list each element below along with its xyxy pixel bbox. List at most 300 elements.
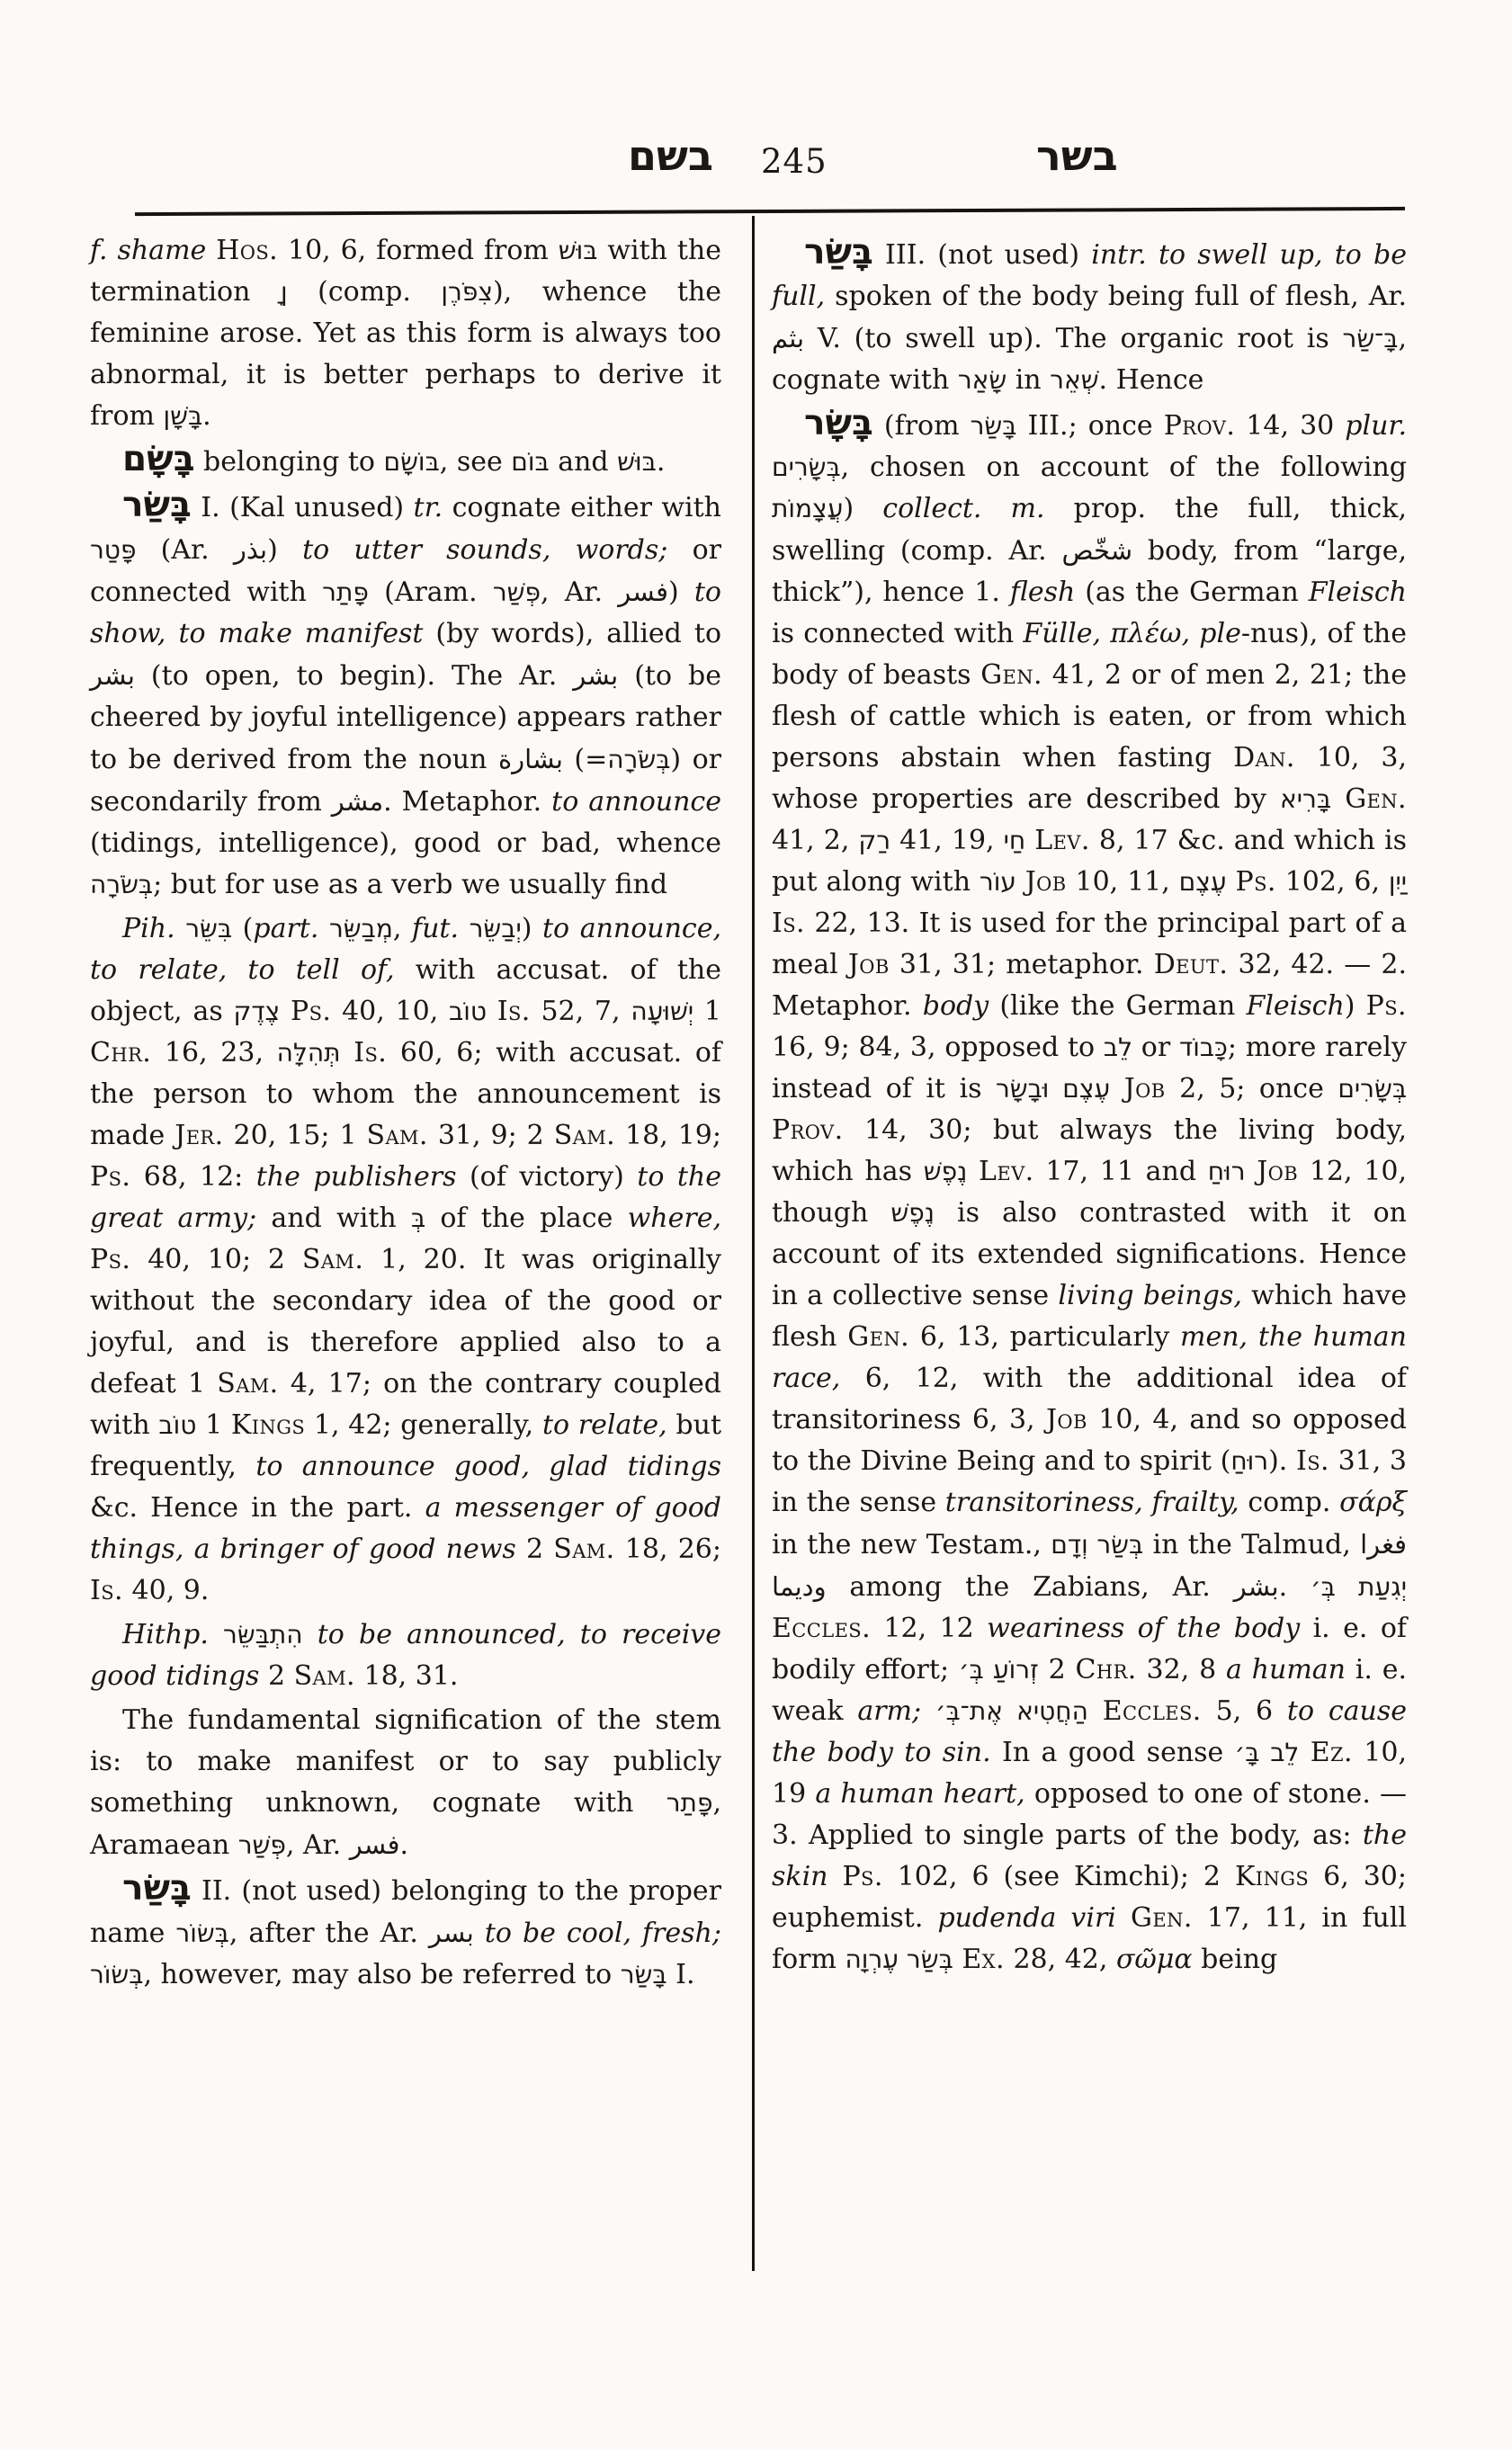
text-segment: , chosen on account of the following [840,452,1407,483]
hebrew-word: בּוּשׁ [558,236,598,265]
text-segment [967,1156,979,1187]
text-segment [828,1861,843,1892]
text-segment: 10, 3, whose properties are described by [772,742,1407,815]
text-segment: 18, 19; [615,1120,721,1151]
italic-text: part. [253,913,319,944]
arabic-word: بسر [428,1918,474,1948]
scripture-reference: Gen. [980,659,1042,691]
text-segment [303,1619,318,1650]
arabic-word: بذر [233,534,268,565]
text-segment: (= [562,744,608,775]
text-segment: (like the German [989,990,1247,1022]
hebrew-word: יְבַשֵּׂר [469,914,522,943]
italic-text: the skin [772,1820,1407,1892]
arabic-word: بشر [573,660,619,691]
text-segment: 17, 11, in full form [772,1902,1407,1975]
scripture-reference: Ps. [90,1161,131,1193]
text-segment: 22, 13. It is used for the principal part of a meal [772,908,1407,980]
scripture-reference: Ps. [1235,866,1276,898]
italic-text: tr. [413,492,443,523]
text-segment: 31, 3 in the sense [772,1445,1408,1518]
hebrew-word: עוֹר [979,867,1016,897]
text-segment: In a good sense [990,1737,1235,1768]
text-segment [1101,618,1110,649]
italic-text: Fülle, [1023,618,1101,649]
hebrew-word: כָּבוֹד [1178,1033,1228,1062]
hebrew-word: בְּשֹׂרָה [607,745,671,774]
hebrew-word: בְּשׂוֹר [90,1960,144,1990]
arabic-word: فسر [618,577,668,607]
text-paragraph [90,1614,721,1697]
text-segment: in the new Testam., [772,1529,1051,1560]
scripture-reference: Deut. [1153,949,1229,980]
italic-text: collect. m. [882,493,1045,524]
hebrew-word: צֶדֶק [233,997,281,1026]
hebrew-word: נֶפֶשׁ [923,1157,968,1186]
page-header [0,0,1512,209]
text-segment: -nus), of the body of beasts [772,618,1407,691]
text-segment: ; but for use as a verb we usually find [153,869,668,900]
text-segment [1110,1073,1123,1104]
scripture-reference: Is. [353,1037,388,1069]
text-segment [175,913,186,944]
text-segment: III. (not used) [872,239,1092,271]
italic-text: a messenger of good things, a bringer of good news [90,1492,721,1565]
hebrew-word: רַק [858,826,891,855]
hebrew-word: ןָ [280,277,288,307]
italic-text: intr. to swell up, to be full, [772,239,1407,312]
text-segment: ) [843,493,883,524]
hebrew-word: בּוּשׁ [617,447,657,477]
text-segment: 18, 26; [614,1533,721,1565]
scripture-reference: Eccles. [1102,1695,1202,1727]
text-segment: ) [521,913,542,944]
text-segment: (by words), allied to [423,618,721,649]
text-segment: III.; once [1016,410,1164,442]
text-segment: 1, 42; generally, [305,1409,542,1441]
hebrew-headword: בָּשָׂם [122,439,195,479]
hebrew-word: תְּהִלָּה [276,1038,341,1068]
hebrew-word: פָּטַר [90,535,137,565]
text-segment: (to be cheered by joyful intelligence) appears rather to be derived from the noun [90,660,721,775]
italic-text: to the great army; [90,1161,721,1234]
text-segment [474,1918,485,1949]
scripture-reference: Prov. [1163,410,1236,442]
italic-text: Fleisch [1246,990,1345,1022]
text-segment: 41, 2 or of men 2, 21; the flesh of cattle which is eaten, or from which persons abstain when fasting [772,659,1407,773]
scripture-reference: Sam. [366,1120,428,1151]
text-segment: in the Talmud, [1143,1529,1361,1560]
guide-word-left: בשם [628,131,713,180]
scripture-reference: Chr. [1075,1654,1137,1685]
italic-text: Fleisch [1308,577,1407,608]
hebrew-word: בְּ [410,1203,426,1233]
hebrew-word: בּוֹשָׂם [383,447,440,477]
text-segment: 2 [515,1533,554,1565]
text-segment: or connected with [90,534,721,608]
hebrew-word: בִּשֵּׂר [185,914,233,943]
text-segment: comp. [1239,1487,1340,1518]
hebrew-word: בְּשָׂרִים [1338,1074,1407,1104]
text-segment: or [1132,1032,1179,1063]
italic-text: Pih. [122,913,175,944]
hebrew-word: שְׁאֵר [1050,365,1099,395]
text-segment: 1 [196,1409,231,1441]
text-segment: . Hence [1098,364,1204,396]
italic-text: ple [1199,618,1241,649]
text-segment [280,996,291,1027]
text-segment [206,235,216,266]
text-segment [921,1695,935,1727]
text-segment: I. [667,1959,695,1990]
text-segment: , however, may also be referred to [143,1959,621,1990]
text-segment: 4, 17; on the contrary coupled with [90,1368,721,1441]
page-number: 245 [761,142,828,181]
italic-text: to utter sounds, words; [302,534,668,566]
scripture-reference: Is. [497,996,531,1027]
italic-text: to cause the body to sin. [772,1695,1407,1768]
text-segment: 10, 11, [1066,866,1179,898]
text-segment: 102, 6 (see Kimchi); 2 [882,1861,1235,1892]
hebrew-word: עֶצֶם [1178,867,1227,897]
hebrew-word: חַי [1003,826,1026,855]
scripture-reference: Job [1257,1156,1299,1187]
text-segment: 41, 19, [890,825,1004,856]
text-segment [487,996,497,1027]
arabic-word: مشر [331,786,384,817]
text-segment: is connected with [772,618,1024,649]
hebrew-headword: בָּשַׂר [804,232,873,273]
scripture-reference: Hos. [216,235,279,266]
text-segment: ( [232,913,254,944]
greek-word: πλέω, [1110,618,1191,649]
arabic-word: بشر [90,660,135,691]
scripture-reference: Gen. [1130,1902,1193,1934]
hebrew-headword: בָּשַׂר [122,485,192,525]
text-segment: and [549,446,618,478]
hebrew-word: יַיִן [1388,867,1407,897]
italic-text: living beings, [1058,1280,1242,1311]
greek-word: σῶμα [1115,1944,1193,1975]
text-segment: ) [267,534,303,566]
scripture-reference: Dan. [1233,742,1295,773]
hebrew-word: בָּשָׁן [163,401,203,431]
text-segment: , see [439,446,512,478]
text-segment: 5, 6 [1201,1695,1287,1727]
italic-text: to be cool, fresh; [484,1918,721,1949]
scripture-reference: Sam. [553,1533,615,1565]
italic-text: to show, to make manifest [90,577,721,649]
hebrew-word: פְּשַׁר [492,577,541,607]
text-paragraph [90,1700,721,1866]
arabic-word: بشارة [497,744,563,774]
text-segment: , cognate with [772,323,1407,396]
hebrew-word: בְּשַׂר עֶרְוָה [845,1945,953,1974]
text-segment: The fundamental signification of the stem is: to make manifest or to say publicly something unknown, cognate with [90,1704,721,1819]
text-segment: 32, 42. — 2. Metaphor. [772,949,1408,1022]
arabic-word: فسر [349,1829,400,1860]
text-segment [1246,1156,1257,1187]
scripture-reference: Job [1123,1073,1166,1104]
scripture-reference: Gen. [1345,783,1407,815]
text-segment: ), whence the feminine arose. Yet as this form is always too abnormal, it is better perhaps to derive it from [90,276,722,432]
text-segment [1331,783,1345,815]
text-segment: 40, 9. [122,1575,210,1606]
text-segment: with the termination [90,235,721,308]
scripture-reference: Ez. [1310,1737,1353,1768]
scripture-reference: Lev. [1034,825,1090,856]
text-segment: spoken of the body being full of flesh, Ar. [825,281,1407,312]
hebrew-word: בָּשַׂר [620,1960,667,1990]
scripture-reference: Sam. [301,1244,364,1275]
hebrew-word: צִפֹּרֶן [441,277,493,307]
hebrew-word: לֵב [1103,1033,1132,1062]
text-segment: ) [1344,990,1366,1022]
text-segment: 68, 12: [130,1161,256,1193]
text-segment: 2 [1038,1654,1076,1685]
scripture-reference: Is. [90,1575,123,1606]
text-paragraph [90,230,721,437]
italic-text: a human [1225,1654,1346,1685]
guide-word-right: בשר [1036,131,1118,180]
hebrew-word: בְּשׂוֹר [175,1918,229,1948]
scripture-reference: Ex. [962,1944,1005,1975]
text-segment [953,1944,962,1975]
text-segment: in [1007,364,1051,396]
italic-text: arm; [857,1695,922,1727]
italic-text: to be announced, to receive good tidings [90,1619,721,1692]
text-segment: 32, 8 [1136,1654,1226,1685]
text-segment: 10, 19 [772,1737,1408,1810]
text-segment: 16, 9; 84, 3, opposed to [772,1032,1104,1063]
text-segment: 52, 7, [530,996,631,1027]
left-column [90,230,721,1998]
hebrew-word: פָּתַר [322,577,369,607]
text-segment: 40, 10, [331,996,449,1027]
italic-text: pudenda viri [937,1902,1116,1934]
scripture-reference: Sam. [217,1368,279,1399]
greek-word: σάρξ [1339,1487,1408,1518]
text-segment: (Ar. [136,534,234,566]
text-segment: 16, 23, [151,1037,277,1069]
arabic-word: فغرا وديما [772,1529,1407,1602]
hebrew-word: בָּרִיא [1280,784,1332,814]
scripture-reference: Kings [230,1409,306,1441]
text-segment: 17, 11 and [1033,1156,1208,1187]
text-segment [1088,1695,1103,1727]
scripture-reference: Ps. [842,1861,883,1892]
text-segment: of the place [425,1203,628,1234]
italic-text: to announce, to relate, to tell of, [90,913,722,986]
arabic-word: شخّص [1061,535,1133,566]
hebrew-word: עֶצֶם וּבָשָׂר [995,1074,1111,1104]
text-segment: (of victory) [456,1161,638,1193]
scripture-reference: Job [847,949,890,980]
text-segment: (tidings, intelligence), good or bad, whence [90,827,721,859]
hebrew-word: רוּחַ [1207,1157,1246,1186]
text-segment [1299,1737,1310,1768]
text-segment: ; more rarely instead of it is [772,1032,1407,1104]
text-segment: 31, 31; metaphor. [889,949,1154,980]
scripture-reference: Sam. [553,1120,616,1151]
text-segment: i. e. of bodily effort; [772,1613,1407,1685]
dictionary-entry-paragraph [90,487,721,906]
hebrew-word: זְרוֹעַ בְּ׳ [958,1655,1039,1685]
scripture-reference: Jer. [174,1120,224,1151]
text-segment [459,913,470,944]
text-segment: 6, 12, with the additional idea of transitoriness 6, 3, [772,1363,1407,1435]
dictionary-entry-paragraph [90,439,721,483]
text-segment: 2, 5; once [1165,1073,1338,1104]
text-segment: opposed to one of stone. — 3. Applied to single parts of the body, as: [772,1778,1407,1851]
text-segment: 14, 30 [1235,410,1346,442]
text-segment [1025,825,1034,856]
scripture-reference: Lev. [979,1156,1034,1187]
right-column [772,230,1407,1983]
scripture-reference: Is. [1295,1445,1329,1477]
text-segment: 40, 10; 2 [130,1244,302,1275]
text-segment: 102, 6, [1275,866,1389,898]
hebrew-word: בְּשָׂרִים [772,452,841,482]
italic-text: a human heart, [815,1778,1025,1810]
italic-text: fut. [411,913,460,944]
text-segment: 41, 2, [772,825,859,856]
italic-text: where, [627,1203,721,1234]
text-segment: 2 [259,1660,294,1692]
hebrew-word: בָּשַׂר [970,411,1017,441]
scripture-reference: Ps. [291,996,332,1027]
dictionary-entry-paragraph [772,232,1407,401]
text-segment: 20, 15; 1 [223,1120,367,1151]
text-segment [1016,866,1025,898]
text-segment: 12, 10, though [772,1156,1407,1229]
hebrew-word: לֵב בָּ׳ [1234,1738,1300,1767]
text-segment: 31, 9; 2 [427,1120,554,1151]
hebrew-word: הִתְבַּשֵּׂר [223,1620,303,1650]
italic-text: to announce good, glad tidings [255,1451,721,1482]
text-segment: 12, 12 [871,1613,988,1644]
scripture-reference: Ps. [1365,990,1407,1022]
text-segment: . [202,400,211,432]
hebrew-word: הַחֲטִיא אֶת־בְּ׳ [935,1696,1088,1726]
text-segment: , after the Ar. [228,1918,429,1949]
text-segment: ). [1268,1445,1296,1477]
hebrew-word: פְּשַׁר [237,1830,286,1860]
text-segment [209,1619,223,1650]
text-segment: 1 [693,996,721,1027]
text-segment: and with [256,1203,411,1234]
text-segment: , Ar. [285,1829,350,1861]
text-segment: ) [667,577,694,608]
text-segment: 10, 6, formed from [278,235,559,266]
hebrew-word: עֲצָמוֹת [772,494,844,523]
scripture-reference: Is. [772,908,805,939]
hebrew-word: רוּחַ [1230,1446,1269,1476]
italic-text: flesh [1009,577,1076,608]
hebrew-word: יְגִעַת בְּ׳ [1310,1572,1407,1602]
text-segment: with accusat. of the object, as [90,954,721,1027]
text-segment: 1, 20. It was originally without the secondary idea of the good or joyful, and is therefore applied also to a defeat 1 [90,1244,721,1399]
text-segment: 6, 13, particularly [909,1321,1180,1353]
text-segment [1190,618,1199,649]
scripture-reference: Job [1045,1404,1087,1435]
hebrew-word: פָּתַר [666,1788,713,1818]
italic-text: the publishers [255,1161,457,1193]
hebrew-word: בְּשַׂר וְדָם [1051,1530,1144,1560]
text-segment: 14, 30; but always the living body, which has [772,1114,1407,1187]
text-segment: . [656,446,666,478]
text-segment: (Aram. [368,577,493,608]
italic-text: to relate, [541,1409,667,1441]
scripture-reference: Ps. [90,1244,131,1275]
text-segment: , [392,913,412,944]
text-segment: among the Zabians, Ar. [826,1571,1234,1603]
text-segment [341,1037,354,1069]
text-paragraph [90,908,721,1612]
text-segment: prop. the full, thick, swelling (comp. Ar. [772,493,1407,567]
hebrew-word: יְשׁוּעָה [631,997,694,1026]
text-segment: belonging to [194,446,384,478]
text-segment [1116,1902,1131,1934]
scripture-reference: Chr. [90,1037,152,1069]
hebrew-word: מְבַשֵּׂר [329,914,393,943]
scripture-reference: Sam. [293,1660,355,1692]
italic-text: plur. [1345,410,1407,442]
text-segment: ) or secondarily from [90,744,721,818]
text-segment: 6, 30; euphemist. [772,1861,1408,1934]
column-divider-rule [752,216,755,2271]
text-segment: . [1278,1571,1311,1603]
italic-text: f. shame [90,235,207,266]
italic-text: Hithp. [122,1619,209,1650]
text-segment: 28, 42, [1004,1944,1116,1975]
text-segment: , Aramaean [90,1787,721,1861]
hebrew-word: בָּ־שַׂר [1342,324,1399,353]
text-segment: 8, 17 &c. and which is put along with [772,825,1408,898]
text-segment: being [1192,1944,1278,1975]
arabic-word: بثم [772,323,805,353]
text-segment [1227,866,1236,898]
hebrew-word: טוֹב [158,1410,197,1440]
text-segment [318,913,329,944]
text-segment: . Metaphor. [383,786,552,818]
italic-text: weariness of the body [987,1613,1301,1644]
text-segment: . [399,1829,409,1861]
hebrew-word: בּוֹם [511,447,550,477]
italic-text: to announce [551,786,721,818]
text-segment: (as the German [1075,577,1309,608]
hebrew-word: בְּשֹׂרָה [90,870,154,899]
text-segment: , Ar. [541,577,619,608]
hebrew-word: שָׂאַר [957,365,1007,395]
dictionary-entry-paragraph [90,1868,721,1996]
italic-text: transitoriness, frailty, [944,1487,1239,1518]
scripture-reference: Job [1024,866,1067,898]
text-segment: (comp. [287,276,442,308]
text-segment: cognate either with [443,492,721,523]
hebrew-headword: בָּשָׂר [804,403,873,443]
scripture-reference: Prov. [772,1114,844,1146]
text-segment: &c. Hence in the part. [90,1492,425,1524]
text-segment: (to open, to begin). The Ar. [134,660,574,692]
text-segment: I. (Kal unused) [191,492,414,523]
hebrew-word: טוֹב [449,997,487,1026]
text-segment: 10, 4, and so opposed to the Divine Being and to spirit ( [772,1404,1407,1477]
dictionary-entry-paragraph [772,403,1408,1981]
scripture-reference: Gen. [847,1321,910,1353]
scripture-reference: Kings [1234,1861,1310,1892]
text-segment: body, from “large, thick”), hence 1. [772,535,1408,608]
